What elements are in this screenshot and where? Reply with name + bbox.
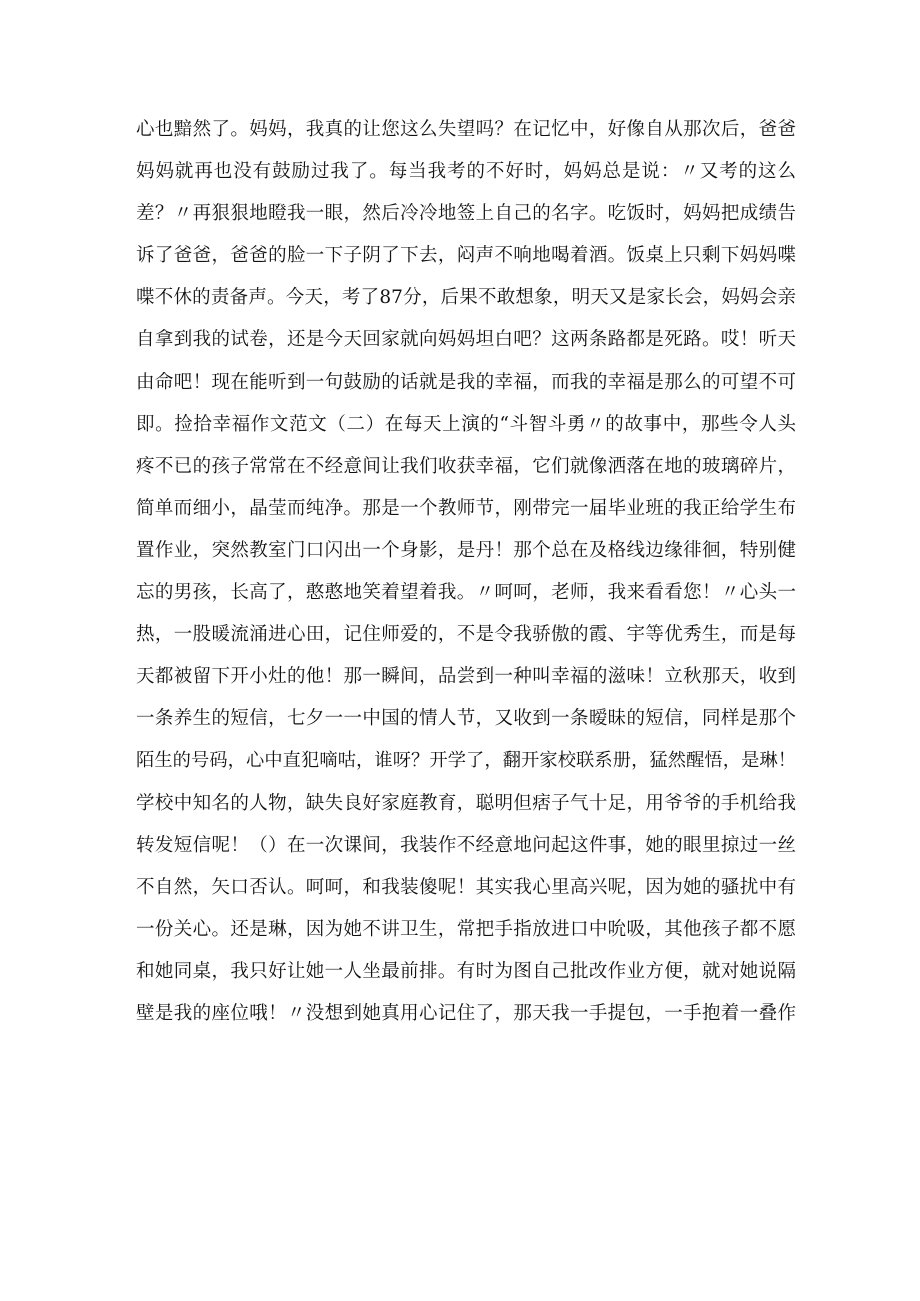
- text-line: 心也黯然了。妈妈，我真的让您这么失望吗？在记忆中，好像自从那次后，爸爸: [136, 119, 796, 140]
- text-line: 简单而细小，晶莹而纯净。那是一个教师节，刚带完一届毕业班的我正给学生布: [136, 497, 796, 519]
- text-line: 热，一股暖流涌进心田，记住师爱的，不是令我骄傲的霞、宇等优秀生，而是每: [136, 624, 796, 646]
- text-line: 陌生的号码，心中直犯嘀咕，谁呀？开学了，翻开家校联系册，猛然醒悟，是琳！: [136, 750, 796, 772]
- text-line: 喋不休的责备声。今天，考了87分，后果不敢想象，明天又是家长会，妈妈会亲: [136, 287, 796, 309]
- text-line: 差？〃再狠狠地瞪我一眼，然后冷冷地签上自己的名字。吃饭时，妈妈把成绩告: [136, 203, 796, 225]
- text-line: 壁是我的座位哦！〃没想到她真用心记住了，那天我一手提包，一手抱着一叠作: [136, 1002, 796, 1024]
- text-line: 不自然，矢口否认。呵呵，和我装傻呢！其实我心里高兴呢，因为她的骚扰中有: [136, 876, 796, 898]
- text-line: 一份关心。还是琳，因为她不讲卫生，常把手指放进口中吮吸，其他孩子都不愿: [136, 918, 796, 940]
- text-line: 天都被留下开小灶的他！那一瞬间，品尝到一种叫幸福的滋味！立秋那天，收到: [136, 666, 796, 688]
- text-line: 诉了爸爸，爸爸的脸一下子阴了下去，闷声不响地喝着酒。饭桌上只剩下妈妈喋: [136, 245, 796, 267]
- text-line: 转发短信呢！（）在一次课间，我装作不经意地问起这件事，她的眼里掠过一丝: [136, 834, 796, 856]
- text-line: 和她同桌，我只好让她一人坐最前排。有时为图自己批改作业方便，就对她说隔: [136, 960, 796, 982]
- text-line: 即。捡拾幸福作文范文（二）在每天上演的“斗智斗勇〃的故事中，那些令人头: [136, 413, 796, 435]
- text-line: 自拿到我的试卷，还是今天回家就向妈妈坦白吧？这两条路都是死路。哎！听天: [136, 329, 796, 351]
- text-line: 学校中知名的人物，缺失良好家庭教育，聪明但痞子气十足，用爷爷的手机给我: [136, 792, 796, 814]
- text-line: 一条养生的短信，七夕一一中国的情人节，又收到一条暧昧的短信，同样是那个: [136, 708, 796, 730]
- text-line: 由命吧！现在能听到一句鼓励的话就是我的幸福，而我的幸福是那么的可望不可: [136, 371, 796, 393]
- text-line: 忘的男孩，长高了，憨憨地笑着望着我。〃呵呵，老师，我来看看您！〃心头一: [136, 582, 796, 604]
- text-line: 置作业，突然教室门口闪出一个身影，是丹！那个总在及格线边缘徘徊，特别健: [136, 539, 796, 561]
- text-line: 疼不已的孩子常常在不经意间让我们收获幸福，它们就像洒落在地的玻璃碎片，: [136, 455, 796, 477]
- body-text: [136, 109, 796, 1035]
- text-line: 妈妈就再也没有鼓励过我了。每当我考的不好时，妈妈总是说：〃又考的这么: [136, 161, 796, 183]
